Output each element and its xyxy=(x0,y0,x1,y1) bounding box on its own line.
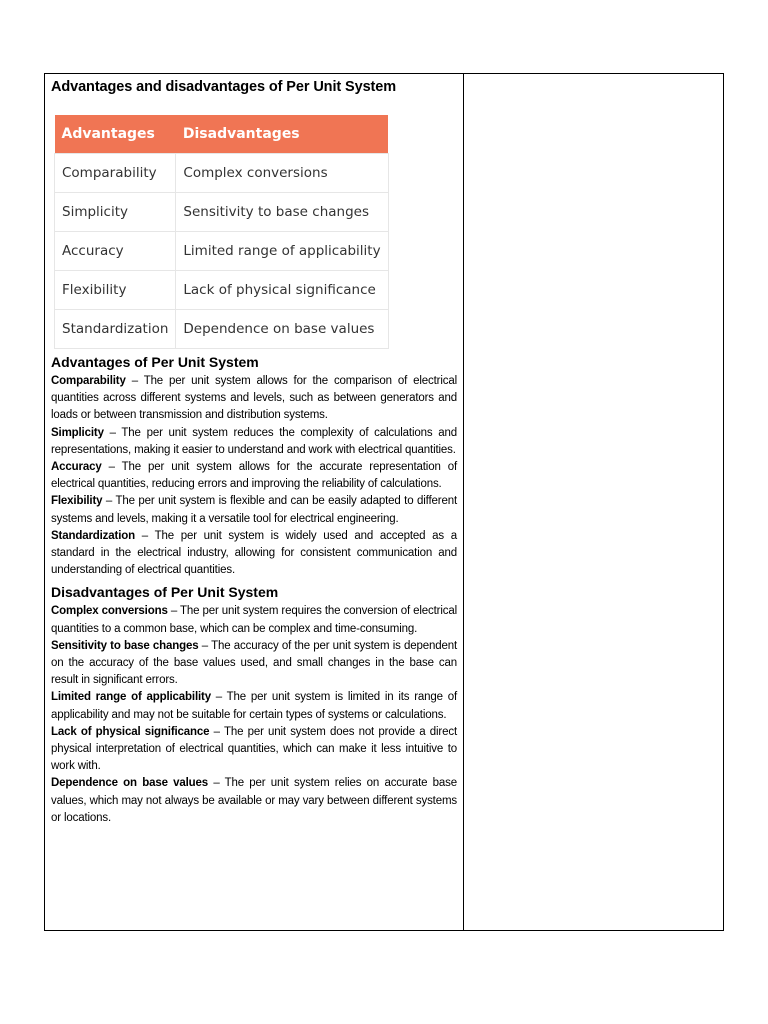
disadvantage-text: – The per unit system does not provide a direct physical interpretation of electrical quantities, which can make it less intuitive to work with. xyxy=(51,725,457,773)
table-cell: Dependence on base values xyxy=(176,310,388,349)
advantage-item xyxy=(51,493,457,527)
advantage-term: Comparability xyxy=(51,375,126,387)
table-cell: Accuracy xyxy=(55,232,176,271)
table-row xyxy=(55,232,389,271)
advantage-term: Accuracy xyxy=(51,461,102,474)
disadvantage-item xyxy=(51,689,457,723)
disadvantage-term: Dependence on base values xyxy=(51,777,209,790)
page-title: Advantages and disadvantages of Per Unit System xyxy=(51,79,397,95)
table-cell: Limited range of applicability xyxy=(176,232,388,271)
disadvantage-item xyxy=(51,775,457,827)
advantages-heading: Advantages of Per Unit System xyxy=(51,354,259,370)
advantage-item xyxy=(51,459,457,493)
header-disadvantages: Disadvantages xyxy=(176,115,388,154)
disadvantage-term: Limited range of applicability xyxy=(51,691,211,704)
header-advantages: Advantages xyxy=(55,115,176,154)
disadvantages-heading: Disadvantages of Per Unit System xyxy=(51,584,279,601)
advantage-text: – The per unit system is widely used and accepted as a standard in the electrical industry, allowing for consistent communication and understanding of electrical quantities. xyxy=(51,529,457,577)
disadvantage-item xyxy=(51,603,457,637)
disadvantage-term: Sensitivity to base changes xyxy=(51,639,199,652)
table-cell: Flexibility xyxy=(55,271,176,310)
table-cell: Complex conversions xyxy=(176,154,388,193)
advantage-item xyxy=(51,373,457,425)
advantage-text: – The per unit system reduces the complexity of calculations and representations, making it easier to understand and work with electrical quantities. xyxy=(51,426,457,456)
disadvantage-item xyxy=(51,638,457,690)
document-frame xyxy=(44,73,724,931)
table-row xyxy=(55,310,389,349)
advantage-term: Simplicity xyxy=(51,426,104,439)
advantage-item xyxy=(51,425,457,459)
disadvantage-text: – The per unit system relies on accurate base values, which may not always be available or may vary between different systems or locations. xyxy=(51,777,457,824)
advantage-term: Standardization xyxy=(51,529,136,542)
advantage-text: – The per unit system allows for the accurate representation of electrical quantities, reducing errors and improving the reliability of calculations. xyxy=(51,461,457,491)
table-row xyxy=(55,193,389,232)
table-cell: Sensitivity to base changes xyxy=(176,193,388,232)
left-column xyxy=(51,78,457,827)
advantage-item xyxy=(51,528,457,580)
column-divider xyxy=(463,74,464,930)
disadvantage-text: – The accuracy of the per unit system is dependent on the accuracy of the base values used, and small changes in the base can result in significant errors. xyxy=(51,639,458,687)
advantage-text: – The per unit system is flexible and can be easily adapted to different systems and levels, making it a versatile tool for electrical engineering. xyxy=(51,495,457,525)
disadvantage-text: – The per unit system is limited in its range of applicability and may not be suitable for certain types of systems or calculations. xyxy=(51,691,457,721)
table-header-row xyxy=(55,115,389,154)
table-cell: Standardization xyxy=(55,310,176,349)
table-cell: Simplicity xyxy=(55,193,176,232)
table-row xyxy=(55,271,389,310)
advantage-text: – The per unit system allows for the comparison of electrical quantities across different systems and levels, such as between generators and loads or between transmission and distribution systems. xyxy=(51,375,457,422)
disadvantage-term: Complex conversions xyxy=(51,605,168,618)
table-cell: Comparability xyxy=(55,154,176,193)
table-cell: Lack of physical significance xyxy=(176,271,388,310)
disadvantage-text: – The per unit system requires the conversion of electrical quantities to a common base, which can be complex and time-consuming. xyxy=(51,605,457,635)
comparison-table xyxy=(54,115,389,349)
advantage-term: Flexibility xyxy=(51,495,103,508)
disadvantage-term: Lack of physical significance xyxy=(51,725,210,738)
table-row xyxy=(55,154,389,193)
disadvantage-item xyxy=(51,724,457,776)
